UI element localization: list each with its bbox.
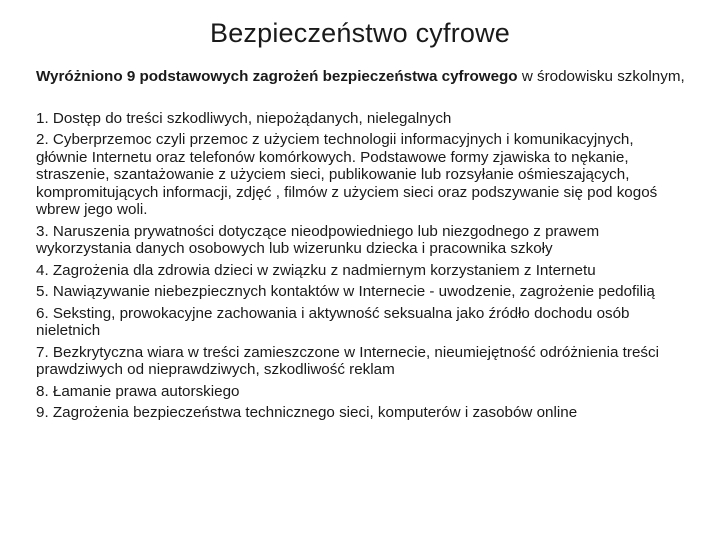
slide-content	[36, 68, 688, 426]
list-item: 3. Naruszenia prywatności dotyczące nieodpowiedniego lub niezgodnego z prawem wykorzystania danych osobowych lub wizerunku dziecka i pracownika szkoły	[36, 222, 600, 257]
intro-paragraph	[36, 68, 688, 86]
list-item: 9. Zagrożenia bezpieczeństwa technicznego sieci, komputerów i zasobów online	[36, 404, 578, 421]
list-item: 7. Bezkrytyczna wiara w treści zamieszczone w Internecie, nieumiejętność odróżnienia treści prawdziwych od nieprawdziwych, szkodliwość reklam	[36, 343, 659, 378]
intro-bold-text: Wyróżniono 9 podstawowych zagrożeń bezpieczeństwa cyfrowego	[36, 68, 518, 85]
threat-list	[36, 110, 688, 422]
list-item: 8. Łamanie prawa autorskiego	[36, 382, 240, 400]
list-item: 5. Nawiązywanie niebezpiecznych kontaktów w Internecie - uwodzenie, zagrożenie pedofilią	[36, 283, 655, 300]
intro-rest-text: w środowisku szkolnym,	[517, 68, 685, 85]
slide-title: Bezpieczeństwo cyfrowe	[209, 18, 511, 48]
list-item: 1. Dostęp do treści szkodliwych, niepożądanych, nielegalnych	[36, 109, 452, 127]
list-item: 6. Seksting, prowokacyjne zachowania i aktywność seksualna jako źródło dochodu osób nieletnich	[36, 304, 630, 339]
list-item: 4. Zagrożenia dla zdrowia dzieci w związku z nadmiernym korzystaniem z Internetu	[36, 261, 596, 279]
list-item: 2. Cyberprzemoc czyli przemoc z użyciem technologii informacyjnych i komunikacyjnych, głównie Internetu oraz telefonów komórkowych. Podstawowe formy zjawiska to nękanie, straszenie, szantażowanie z użyciem sieci, publikowanie lub rozsyłanie ośmieszających, kompromitujących informacji, zdjęć , filmów z użyciem sieci oraz podszywanie się pod kogoś wbrew jego woli.	[36, 131, 658, 218]
